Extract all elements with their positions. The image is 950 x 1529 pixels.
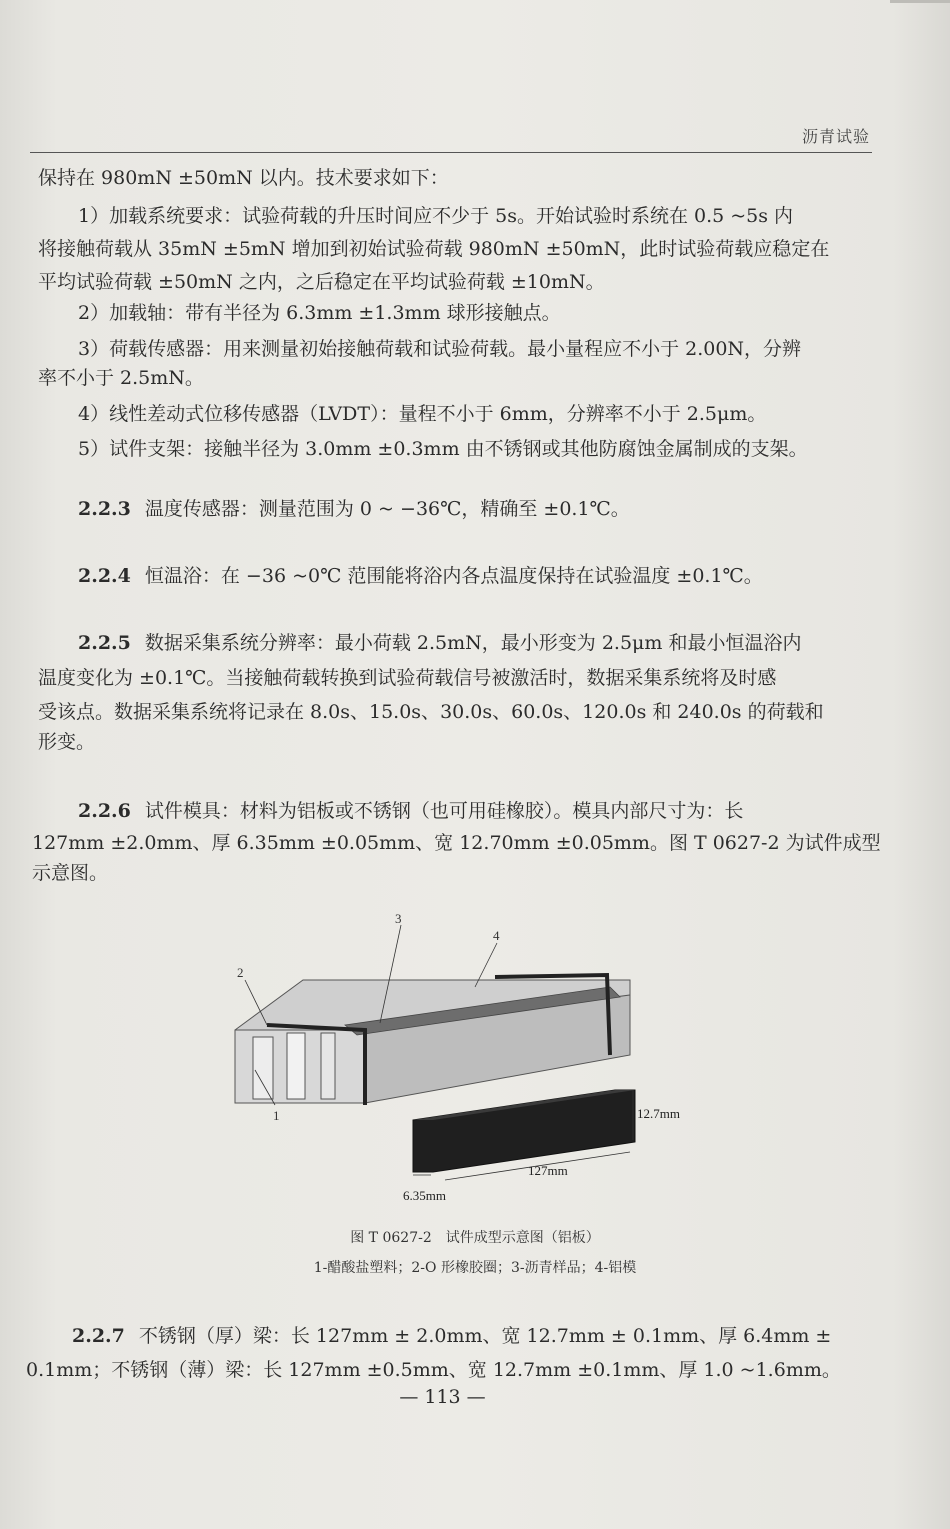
paragraph-line: 保持在 980mN ±50mN 以内。技术要求如下： <box>38 167 449 189</box>
section-2-2-4 <box>78 560 763 593</box>
section-number: 2.2.5 <box>78 632 131 654</box>
aluminum-plate <box>321 1033 335 1099</box>
section-number: 2.2.3 <box>78 498 131 520</box>
paragraph-line: 0.1mm；不锈钢（薄）梁：长 127mm ±0.5mm、宽 12.7mm ±0.1mm、厚 1.0 ~1.6mm。 <box>26 1359 841 1381</box>
paragraph-line: 2）加载轴：带有半径为 6.3mm ±1.3mm 球形接触点。 <box>78 302 561 324</box>
section-text: 试件模具：材料为铝板或不锈钢（也可用硅橡胶）。模具内部尺寸为：长 <box>144 800 744 822</box>
paragraph-line: 示意图。 <box>32 862 109 884</box>
figure-caption: 图 T 0627-2 试件成型示意图（铝板） <box>350 1230 600 1246</box>
label-3: 3 <box>395 911 402 926</box>
section-number: 2.2.4 <box>78 565 131 587</box>
header-rule <box>30 152 872 153</box>
paragraph-line: 率不小于 2.5mN。 <box>38 367 204 389</box>
section-number: 2.2.6 <box>78 800 131 822</box>
paragraph-line: 温度变化为 ±0.1℃。当接触荷载转换到试验荷载信号被激活时，数据采集系统将及时感 <box>38 667 777 689</box>
plastic-plate <box>253 1037 273 1099</box>
page-corner <box>890 0 950 3</box>
paragraph-line: 将接触荷载从 35mN ±5mN 增加到初始试验荷载 980mN ±50mN，此时试验荷载应稳定在 <box>38 238 830 260</box>
paragraph-line: 平均试验荷载 ±50mN 之内，之后稳定在平均试验荷载 ±10mN。 <box>38 271 605 293</box>
section-2-2-7 <box>72 1320 831 1353</box>
figure-legend: 1-醋酸盐塑料；2-O 形橡胶圈；3-沥青样品；4-铝模 <box>313 1260 637 1276</box>
section-text: 恒温浴：在 −36 ~0℃ 范围能将浴内各点温度保持在试验温度 ±0.1℃。 <box>144 565 763 587</box>
label-1: 1 <box>273 1108 280 1123</box>
aluminum-plate <box>287 1033 305 1099</box>
section-2-2-6 <box>78 795 743 828</box>
paragraph-line: 形变。 <box>38 731 96 753</box>
section-text: 温度传感器：测量范围为 0 ~ −36℃，精确至 ±0.1℃。 <box>144 498 630 520</box>
section-2-2-5 <box>78 627 801 660</box>
section-text: 不锈钢（厚）梁：长 127mm ± 2.0mm、宽 12.7mm ± 0.1mm、厚 6.4mm ± <box>138 1325 832 1347</box>
label-2: 2 <box>237 965 244 980</box>
section-text: 数据采集系统分辨率：最小荷载 2.5mN，最小形变为 2.5μm 和最小恒温浴内 <box>144 632 802 654</box>
dim-thickness: 6.35mm <box>403 1188 446 1203</box>
paragraph-line: 4）线性差动式位移传感器（LVDT）：量程不小于 6mm，分辨率不小于 2.5μm。 <box>78 403 767 425</box>
section-2-2-3 <box>78 493 630 526</box>
paragraph-line: 受该点。数据采集系统将记录在 8.0s、15.0s、30.0s、60.0s、120.0s 和 240.0s 的荷载和 <box>38 701 824 723</box>
paragraph-line: 3）荷载传感器：用来测量初始接触荷载和试验荷载。最小量程应不小于 2.00N，分辨 <box>78 338 802 360</box>
beam-specimen <box>413 1090 635 1172</box>
page-number: — 113 — <box>399 1386 486 1408</box>
paragraph-line: 1）加载系统要求：试验荷载的升压时间应不少于 5s。开始试验时系统在 0.5 ~5s 内 <box>78 205 794 227</box>
paragraph-line: 5）试件支架：接触半径为 3.0mm ±0.3mm 由不锈钢或其他防腐蚀金属制成的支架。 <box>78 438 808 460</box>
section-number: 2.2.7 <box>72 1325 125 1347</box>
label-4: 4 <box>493 928 500 943</box>
paragraph-line: 127mm ±2.0mm、厚 6.35mm ±0.05mm、宽 12.70mm ±0.05mm。图 T 0627-2 为试件成型 <box>32 832 881 854</box>
running-head: 沥青试验 <box>801 127 870 146</box>
dim-length: 127mm <box>528 1163 568 1178</box>
dim-height: 12.7mm <box>637 1106 680 1121</box>
specimen-mold-figure <box>225 905 705 1225</box>
